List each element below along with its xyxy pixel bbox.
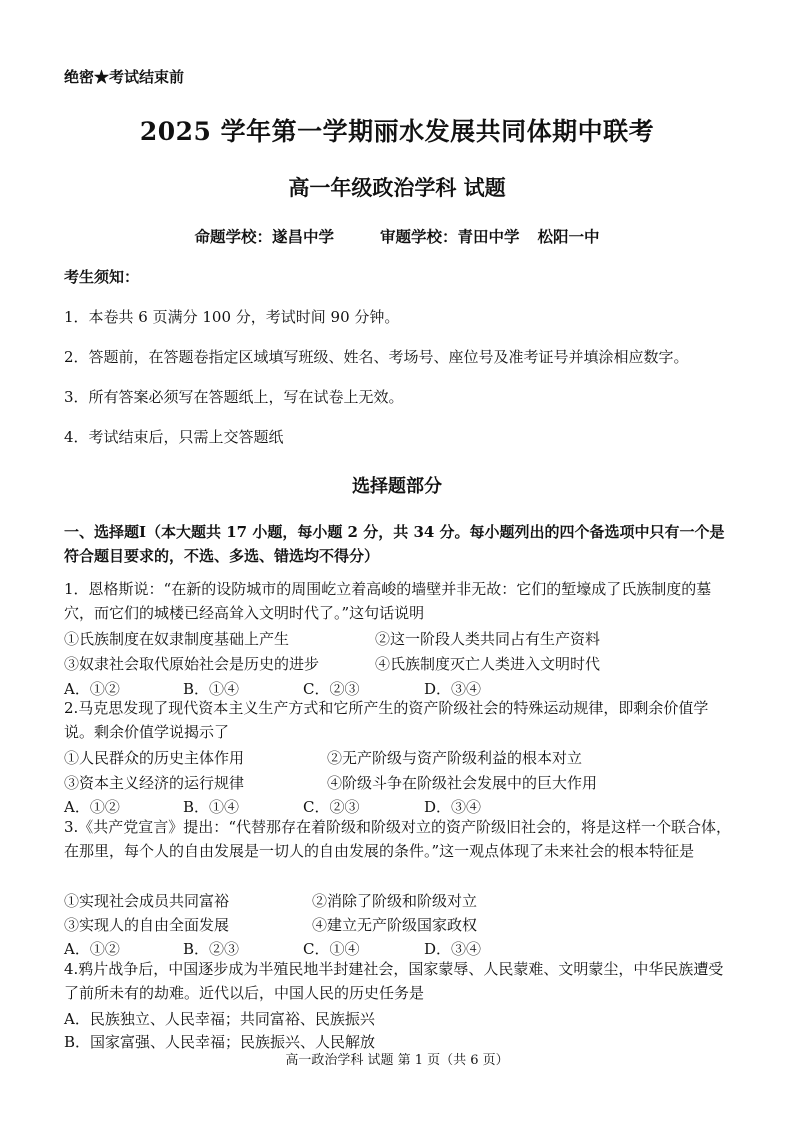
reviewer-school: 审题学校：青田中学 <box>379 227 520 246</box>
notice-item: 4．考试结束后，只需上交答题纸 <box>64 428 284 446</box>
q2-choice-b: B．①④ <box>183 798 240 816</box>
q1-statement-1: ①氏族制度在奴隶制度基础上产生 <box>64 630 290 648</box>
q2-statement-3: ③资本主义经济的运行规律 <box>64 774 245 792</box>
reviewer-school-2: 松阳一中 <box>537 227 600 246</box>
q1-statement-4: ④氏族制度灭亡人类进入文明时代 <box>375 655 601 673</box>
part-heading: 一、选择题Ⅰ（本大题共 17 小题，每小题 2 分，共 34 分。每小题列出的四个备选项中只有一个是符合题目要求的，不选、多选、错选均不得分） <box>64 523 725 565</box>
q2-choice-a: A．①② <box>64 798 120 816</box>
confidential-label: 绝密★考试结束前 <box>64 68 185 86</box>
q1-statement-2: ②这一阶段人类共同占有生产资料 <box>375 630 601 648</box>
page-footer: 高一政治学科 试题 第 1 页（共 6 页） <box>285 1053 509 1068</box>
q3-choice-c: C．①④ <box>303 940 360 958</box>
q2-statement-4: ④阶级斗争在阶级社会发展中的巨大作用 <box>327 774 598 792</box>
question-4-stem: 4.鸦片战争后，中国逐步成为半殖民地半封建社会，国家蒙辱、人民蒙难、文明蒙尘，中华民族遭受了前所未有的劫难。近代以后，中国人民的历史任务是 <box>64 960 724 1002</box>
q1-choice-a: A．①② <box>64 680 120 698</box>
q2-statement-1: ①人民群众的历史主体作用 <box>64 749 245 767</box>
q3-statement-4: ④建立无产阶级国家政权 <box>312 916 478 934</box>
q1-choice-d: D．③④ <box>424 680 482 698</box>
q3-statement-1: ①实现社会成员共同富裕 <box>64 892 230 910</box>
q3-statement-2: ②消除了阶级和阶级对立 <box>312 892 478 910</box>
q1-statement-3: ③奴隶社会取代原始社会是历史的进步 <box>64 655 320 673</box>
exam-title: 2025 学年第一学期丽水发展共同体期中联考 <box>139 117 655 146</box>
q3-statement-3: ③实现人的自由全面发展 <box>64 916 230 934</box>
q2-statement-2: ②无产阶级与资产阶级利益的根本对立 <box>327 749 583 767</box>
exam-subtitle: 高一年级政治学科 试题 <box>288 175 506 200</box>
q2-choice-c: C．②③ <box>303 798 360 816</box>
q3-choice-a: A．①② <box>64 940 120 958</box>
notice-heading: 考生须知： <box>64 268 140 286</box>
question-2-stem: 2.马克思发现了现代资本主义生产方式和它所产生的资产阶级社会的特殊运动规律，即剩余价值学说。剩余价值学说揭示了 <box>64 699 709 741</box>
q3-choice-b: B．②③ <box>183 940 240 958</box>
notice-item: 1．本卷共 6 页满分 100 分，考试时间 90 分钟。 <box>64 308 400 326</box>
q4-choice-b: B．国家富强、人民幸福；民族振兴、人民解放 <box>64 1033 376 1051</box>
q3-choice-d: D．③④ <box>424 940 482 958</box>
q4-choice-a: A．民族独立、人民幸福；共同富裕、民族振兴 <box>64 1010 375 1028</box>
section-title: 选择题部分 <box>352 476 442 497</box>
q1-choice-c: C．②③ <box>303 680 360 698</box>
notice-item: 3．所有答案必须写在答题纸上，写在试卷上无效。 <box>64 388 404 406</box>
school-info <box>0 225 794 247</box>
setter-school: 命题学校：遂昌中学 <box>194 227 334 246</box>
notice-item: 2．答题前，在答题卷指定区域填写班级、姓名、考场号、座位号及准考证号并填涂相应数字。 <box>64 348 689 366</box>
q2-choice-d: D．③④ <box>424 798 482 816</box>
question-3-stem: 3.《共产党宣言》提出：“代替那存在着阶级和阶级对立的资产阶级旧社会的，将是这样一个联合体，在那里，每个人的自由发展是一切人的自由发展的条件。”这一观点体现了未来社会的根本特征是 <box>64 818 731 860</box>
q1-choice-b: B．①④ <box>183 680 240 698</box>
question-1-stem: 1．恩格斯说：“在新的设防城市的周围屹立着高峻的墙壁并非无故：它们的堑壕成了氏族制度的墓穴，而它们的城楼已经高耸入文明时代了。”这句话说明 <box>64 580 712 622</box>
